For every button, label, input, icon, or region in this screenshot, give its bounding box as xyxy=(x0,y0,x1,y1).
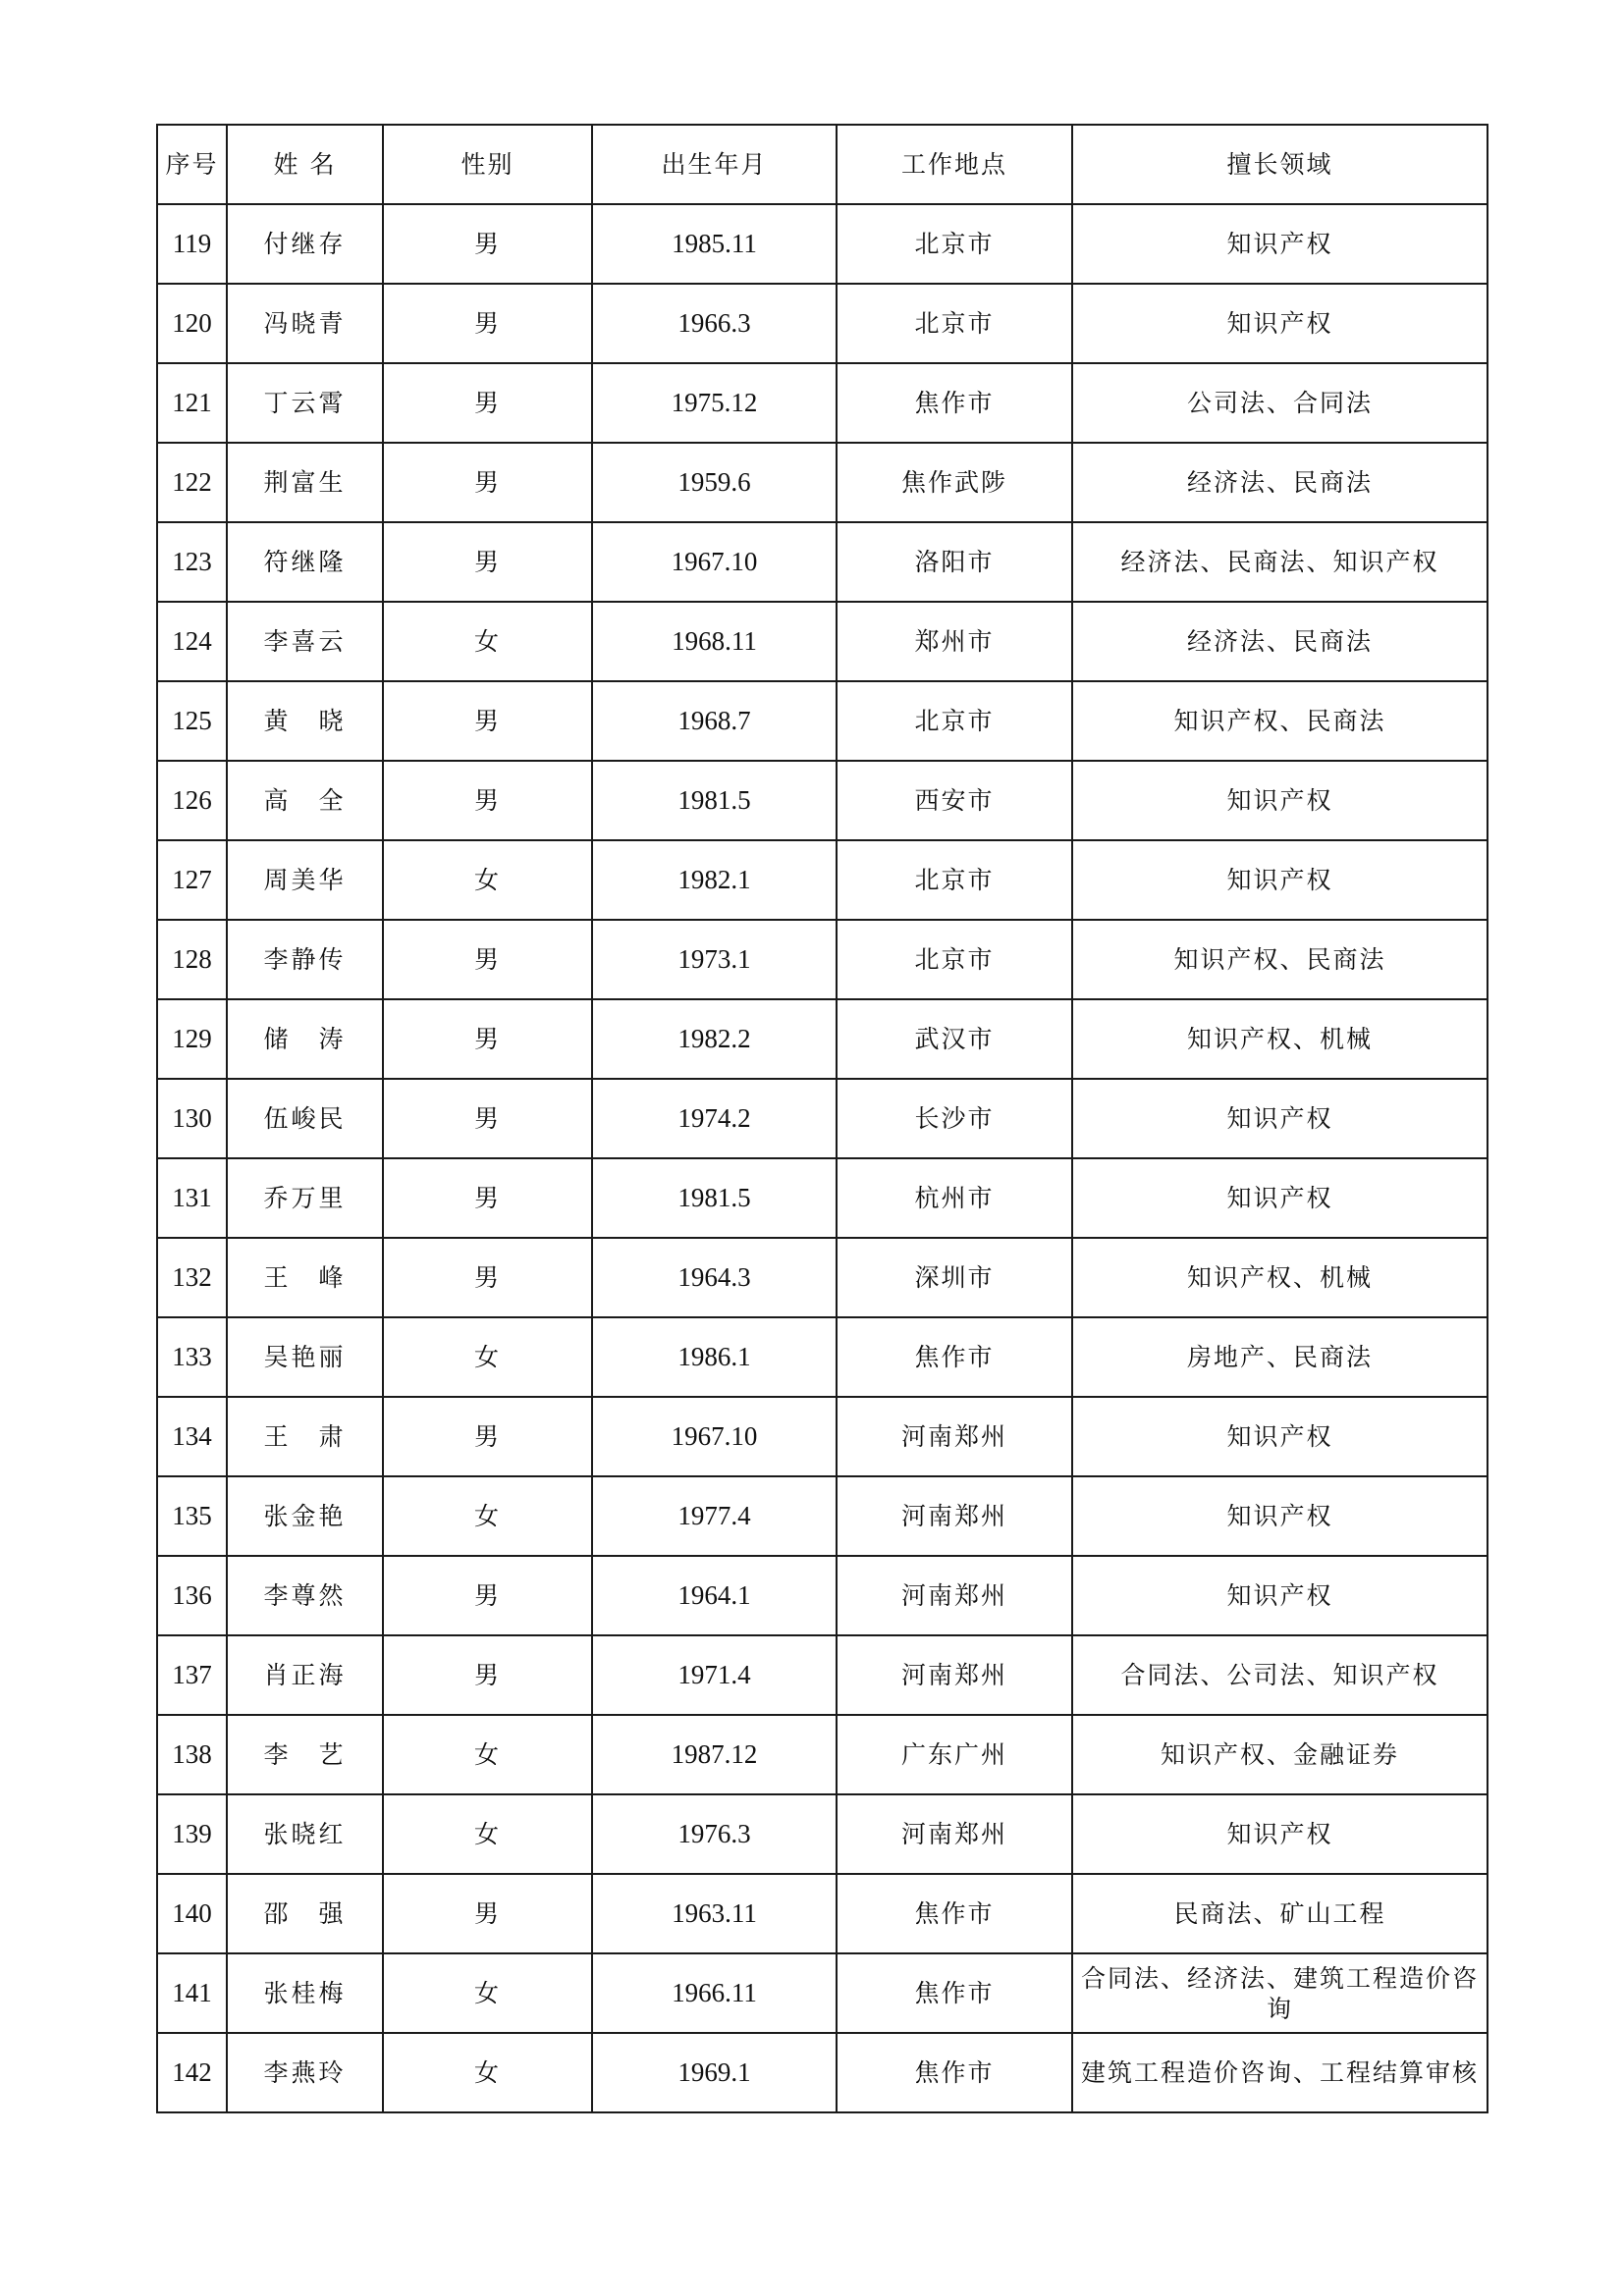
birth-cell: 1981.5 xyxy=(592,761,837,840)
gender-cell: 男 xyxy=(383,1238,592,1317)
name-cell: 李 艺 xyxy=(227,1715,383,1794)
table-row xyxy=(157,1635,1488,1715)
header-name: 姓 名 xyxy=(227,125,383,204)
gender-cell: 女 xyxy=(383,602,592,681)
field-cell: 知识产权、金融证券 xyxy=(1072,1715,1488,1794)
table-row xyxy=(157,1794,1488,1874)
name-cell: 肖正海 xyxy=(227,1635,383,1715)
gender-cell: 男 xyxy=(383,204,592,284)
name-cell: 荆富生 xyxy=(227,443,383,522)
gender-cell: 女 xyxy=(383,1953,592,2033)
birth-cell: 1982.2 xyxy=(592,999,837,1079)
table-row xyxy=(157,284,1488,363)
location-cell: 杭州市 xyxy=(837,1158,1072,1238)
seq-cell: 120 xyxy=(157,284,227,363)
location-cell: 河南郑州 xyxy=(837,1635,1072,1715)
table-row xyxy=(157,1317,1488,1397)
table-row xyxy=(157,1158,1488,1238)
field-cell: 知识产权、机械 xyxy=(1072,1238,1488,1317)
gender-cell: 男 xyxy=(383,1874,592,1953)
field-cell: 知识产权 xyxy=(1072,284,1488,363)
gender-cell: 男 xyxy=(383,999,592,1079)
birth-cell: 1966.11 xyxy=(592,1953,837,2033)
header-field: 擅长领域 xyxy=(1072,125,1488,204)
header-location: 工作地点 xyxy=(837,125,1072,204)
table-body xyxy=(157,204,1488,2112)
field-cell: 知识产权 xyxy=(1072,840,1488,920)
birth-cell: 1967.10 xyxy=(592,1397,837,1476)
gender-cell: 男 xyxy=(383,1158,592,1238)
field-cell: 知识产权 xyxy=(1072,1158,1488,1238)
location-cell: 北京市 xyxy=(837,204,1072,284)
birth-cell: 1986.1 xyxy=(592,1317,837,1397)
table-row xyxy=(157,1556,1488,1635)
table-row xyxy=(157,1238,1488,1317)
birth-cell: 1981.5 xyxy=(592,1158,837,1238)
birth-cell: 1976.3 xyxy=(592,1794,837,1874)
birth-cell: 1987.12 xyxy=(592,1715,837,1794)
gender-cell: 女 xyxy=(383,1476,592,1556)
header-seq: 序号 xyxy=(157,125,227,204)
name-cell: 周美华 xyxy=(227,840,383,920)
table-row xyxy=(157,602,1488,681)
field-cell: 民商法、矿山工程 xyxy=(1072,1874,1488,1953)
birth-cell: 1968.7 xyxy=(592,681,837,761)
seq-cell: 131 xyxy=(157,1158,227,1238)
seq-cell: 139 xyxy=(157,1794,227,1874)
birth-cell: 1967.10 xyxy=(592,522,837,602)
seq-cell: 134 xyxy=(157,1397,227,1476)
seq-cell: 132 xyxy=(157,1238,227,1317)
field-cell: 知识产权 xyxy=(1072,204,1488,284)
name-cell: 吴艳丽 xyxy=(227,1317,383,1397)
location-cell: 北京市 xyxy=(837,920,1072,999)
gender-cell: 男 xyxy=(383,1635,592,1715)
name-cell: 张桂梅 xyxy=(227,1953,383,2033)
field-cell: 知识产权、民商法 xyxy=(1072,920,1488,999)
name-cell: 张晓红 xyxy=(227,1794,383,1874)
field-cell: 知识产权 xyxy=(1072,1079,1488,1158)
location-cell: 焦作武陟 xyxy=(837,443,1072,522)
birth-cell: 1973.1 xyxy=(592,920,837,999)
location-cell: 郑州市 xyxy=(837,602,1072,681)
location-cell: 广东广州 xyxy=(837,1715,1072,1794)
field-cell: 经济法、民商法 xyxy=(1072,443,1488,522)
seq-cell: 121 xyxy=(157,363,227,443)
name-cell: 乔万里 xyxy=(227,1158,383,1238)
gender-cell: 男 xyxy=(383,284,592,363)
birth-cell: 1968.11 xyxy=(592,602,837,681)
field-cell: 知识产权 xyxy=(1072,1556,1488,1635)
table-row xyxy=(157,840,1488,920)
seq-cell: 129 xyxy=(157,999,227,1079)
name-cell: 冯晓青 xyxy=(227,284,383,363)
field-cell: 建筑工程造价咨询、工程结算审核 xyxy=(1072,2033,1488,2112)
table-row xyxy=(157,204,1488,284)
table-row xyxy=(157,363,1488,443)
name-cell: 高 全 xyxy=(227,761,383,840)
location-cell: 西安市 xyxy=(837,761,1072,840)
birth-cell: 1971.4 xyxy=(592,1635,837,1715)
birth-cell: 1975.12 xyxy=(592,363,837,443)
gender-cell: 女 xyxy=(383,1715,592,1794)
gender-cell: 男 xyxy=(383,761,592,840)
name-cell: 李尊然 xyxy=(227,1556,383,1635)
seq-cell: 130 xyxy=(157,1079,227,1158)
name-cell: 王 肃 xyxy=(227,1397,383,1476)
birth-cell: 1974.2 xyxy=(592,1079,837,1158)
name-cell: 李静传 xyxy=(227,920,383,999)
expert-roster-table xyxy=(156,124,1488,2113)
field-cell: 知识产权 xyxy=(1072,1397,1488,1476)
name-cell: 王 峰 xyxy=(227,1238,383,1317)
table-row xyxy=(157,681,1488,761)
header-birth: 出生年月 xyxy=(592,125,837,204)
gender-cell: 男 xyxy=(383,443,592,522)
field-cell: 知识产权、民商法 xyxy=(1072,681,1488,761)
seq-cell: 141 xyxy=(157,1953,227,2033)
name-cell: 黄 晓 xyxy=(227,681,383,761)
table-row xyxy=(157,522,1488,602)
seq-cell: 122 xyxy=(157,443,227,522)
seq-cell: 142 xyxy=(157,2033,227,2112)
gender-cell: 男 xyxy=(383,363,592,443)
seq-cell: 128 xyxy=(157,920,227,999)
field-cell: 知识产权 xyxy=(1072,1794,1488,1874)
location-cell: 河南郑州 xyxy=(837,1397,1072,1476)
location-cell: 焦作市 xyxy=(837,1317,1072,1397)
birth-cell: 1969.1 xyxy=(592,2033,837,2112)
field-cell: 合同法、公司法、知识产权 xyxy=(1072,1635,1488,1715)
location-cell: 深圳市 xyxy=(837,1238,1072,1317)
header-gender: 性别 xyxy=(383,125,592,204)
name-cell: 李燕玲 xyxy=(227,2033,383,2112)
location-cell: 河南郑州 xyxy=(837,1476,1072,1556)
location-cell: 北京市 xyxy=(837,284,1072,363)
gender-cell: 女 xyxy=(383,840,592,920)
name-cell: 张金艳 xyxy=(227,1476,383,1556)
seq-cell: 119 xyxy=(157,204,227,284)
field-cell: 经济法、民商法、知识产权 xyxy=(1072,522,1488,602)
seq-cell: 123 xyxy=(157,522,227,602)
field-cell: 公司法、合同法 xyxy=(1072,363,1488,443)
gender-cell: 男 xyxy=(383,1079,592,1158)
location-cell: 焦作市 xyxy=(837,2033,1072,2112)
location-cell: 北京市 xyxy=(837,840,1072,920)
location-cell: 河南郑州 xyxy=(837,1556,1072,1635)
name-cell: 邵 强 xyxy=(227,1874,383,1953)
field-cell: 知识产权 xyxy=(1072,1476,1488,1556)
seq-cell: 137 xyxy=(157,1635,227,1715)
location-cell: 武汉市 xyxy=(837,999,1072,1079)
location-cell: 洛阳市 xyxy=(837,522,1072,602)
location-cell: 焦作市 xyxy=(837,1953,1072,2033)
table-row xyxy=(157,1715,1488,1794)
seq-cell: 135 xyxy=(157,1476,227,1556)
seq-cell: 133 xyxy=(157,1317,227,1397)
location-cell: 河南郑州 xyxy=(837,1794,1072,1874)
table-row xyxy=(157,1476,1488,1556)
birth-cell: 1964.3 xyxy=(592,1238,837,1317)
birth-cell: 1985.11 xyxy=(592,204,837,284)
gender-cell: 女 xyxy=(383,1317,592,1397)
table-row xyxy=(157,761,1488,840)
field-cell: 经济法、民商法 xyxy=(1072,602,1488,681)
gender-cell: 男 xyxy=(383,1556,592,1635)
field-cell: 知识产权 xyxy=(1072,761,1488,840)
field-cell: 知识产权、机械 xyxy=(1072,999,1488,1079)
name-cell: 付继存 xyxy=(227,204,383,284)
birth-cell: 1959.6 xyxy=(592,443,837,522)
name-cell: 符继隆 xyxy=(227,522,383,602)
field-cell: 合同法、经济法、建筑工程造价咨询 xyxy=(1072,1953,1488,2033)
gender-cell: 女 xyxy=(383,2033,592,2112)
table-row xyxy=(157,1079,1488,1158)
birth-cell: 1963.11 xyxy=(592,1874,837,1953)
table-row xyxy=(157,1953,1488,2033)
location-cell: 焦作市 xyxy=(837,1874,1072,1953)
gender-cell: 男 xyxy=(383,1397,592,1476)
field-cell: 房地产、民商法 xyxy=(1072,1317,1488,1397)
table-row xyxy=(157,1874,1488,1953)
seq-cell: 126 xyxy=(157,761,227,840)
table-row xyxy=(157,443,1488,522)
seq-cell: 125 xyxy=(157,681,227,761)
table-row xyxy=(157,1397,1488,1476)
table-row xyxy=(157,2033,1488,2112)
gender-cell: 男 xyxy=(383,920,592,999)
seq-cell: 140 xyxy=(157,1874,227,1953)
table-row xyxy=(157,920,1488,999)
birth-cell: 1982.1 xyxy=(592,840,837,920)
gender-cell: 男 xyxy=(383,681,592,761)
name-cell: 储 涛 xyxy=(227,999,383,1079)
gender-cell: 男 xyxy=(383,522,592,602)
name-cell: 伍峻民 xyxy=(227,1079,383,1158)
location-cell: 北京市 xyxy=(837,681,1072,761)
location-cell: 焦作市 xyxy=(837,363,1072,443)
birth-cell: 1964.1 xyxy=(592,1556,837,1635)
seq-cell: 138 xyxy=(157,1715,227,1794)
seq-cell: 127 xyxy=(157,840,227,920)
birth-cell: 1977.4 xyxy=(592,1476,837,1556)
name-cell: 丁云霄 xyxy=(227,363,383,443)
name-cell: 李喜云 xyxy=(227,602,383,681)
location-cell: 长沙市 xyxy=(837,1079,1072,1158)
table-row xyxy=(157,999,1488,1079)
seq-cell: 124 xyxy=(157,602,227,681)
birth-cell: 1966.3 xyxy=(592,284,837,363)
gender-cell: 女 xyxy=(383,1794,592,1874)
seq-cell: 136 xyxy=(157,1556,227,1635)
header-row xyxy=(157,125,1488,204)
